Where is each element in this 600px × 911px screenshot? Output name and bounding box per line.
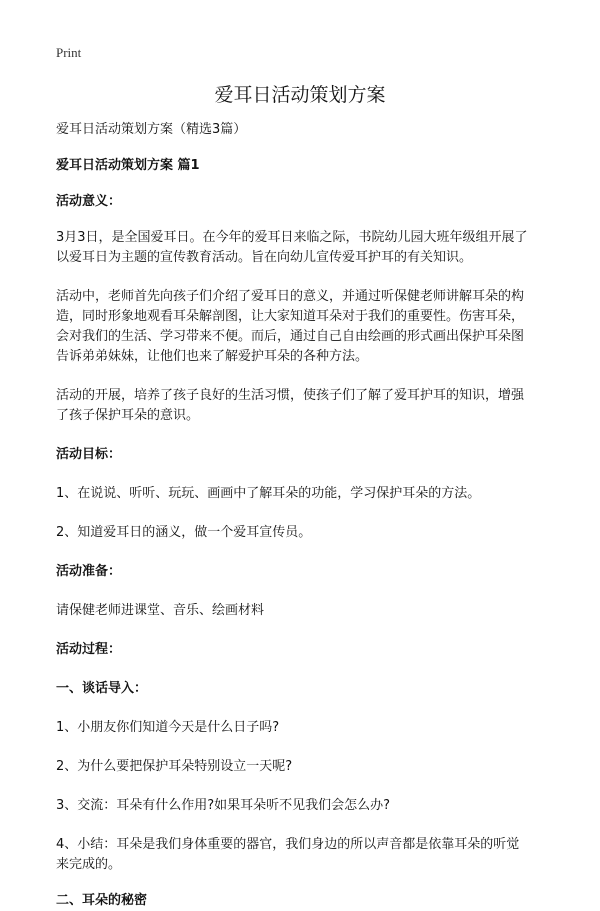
document-subtitle: 爱耳日活动策划方案（精选3篇） — [56, 122, 247, 137]
goal-item: 1、在说说、听听、玩玩、画画中了解耳朵的功能，学习保护耳朵的方法。 — [56, 486, 481, 501]
preparation-text: 请保健老师进课堂、音乐、绘画材料 — [56, 603, 265, 618]
document-body — [56, 120, 546, 911]
goal-item: 2、知道爱耳日的涵义，做一个爱耳宣传员。 — [56, 525, 312, 540]
print-label[interactable]: Print — [56, 45, 82, 60]
process-heading: 活动过程： — [56, 642, 122, 657]
process-question: 3、交流：耳朵有什么作用?如果耳朵听不见我们会怎么办? — [56, 798, 391, 813]
process-part1-heading: 一、谈话导入： — [56, 681, 148, 696]
process-summary: 4、小结：耳朵是我们身体重要的器官，我们身边的所以声音都是依靠耳朵的听觉 来完成的。 — [56, 837, 520, 872]
significance-paragraph-1: 3月3日，是全国爱耳日。在今年的爱耳日来临之际，书院幼儿园大班年级组开展了 以爱耳日为主题的宣传教育活动。旨在向幼儿宣传爱耳护耳的有关知识。 — [56, 230, 528, 265]
process-part2-heading: 二、耳朵的秘密 — [56, 893, 148, 908]
significance-paragraph-2: 活动中，老师首先向孩子们介绍了爱耳日的意义，并通过听保健老师讲解耳朵的构 造，同时形象地观看耳朵解剖图，让大家知道耳朵对于我们的重要性。伤害耳朵， 会对我们的生活、学习带来不便。而后，通过自己自由绘画的形式画出保护耳朵图 告诉弟弟妹妹，让他们也来了解爱护耳朵的各种方法。 — [56, 289, 525, 364]
process-question: 2、为什么要把保护耳朵特别设立一天呢? — [56, 759, 293, 774]
significance-paragraph-3: 活动的开展，培养了孩子良好的生活习惯，使孩子们了解了爱耳护耳的知识，增强 了孩子保护耳朵的意识。 — [56, 388, 525, 423]
section-title: 爱耳日活动策划方案 篇1 — [56, 158, 200, 173]
goals-heading: 活动目标： — [56, 447, 122, 462]
document-title: 爱耳日活动策划方案 — [214, 84, 386, 106]
preparation-heading: 活动准备： — [56, 564, 122, 579]
process-question: 1、小朋友你们知道今天是什么日子吗? — [56, 720, 280, 735]
significance-heading: 活动意义： — [56, 194, 122, 209]
